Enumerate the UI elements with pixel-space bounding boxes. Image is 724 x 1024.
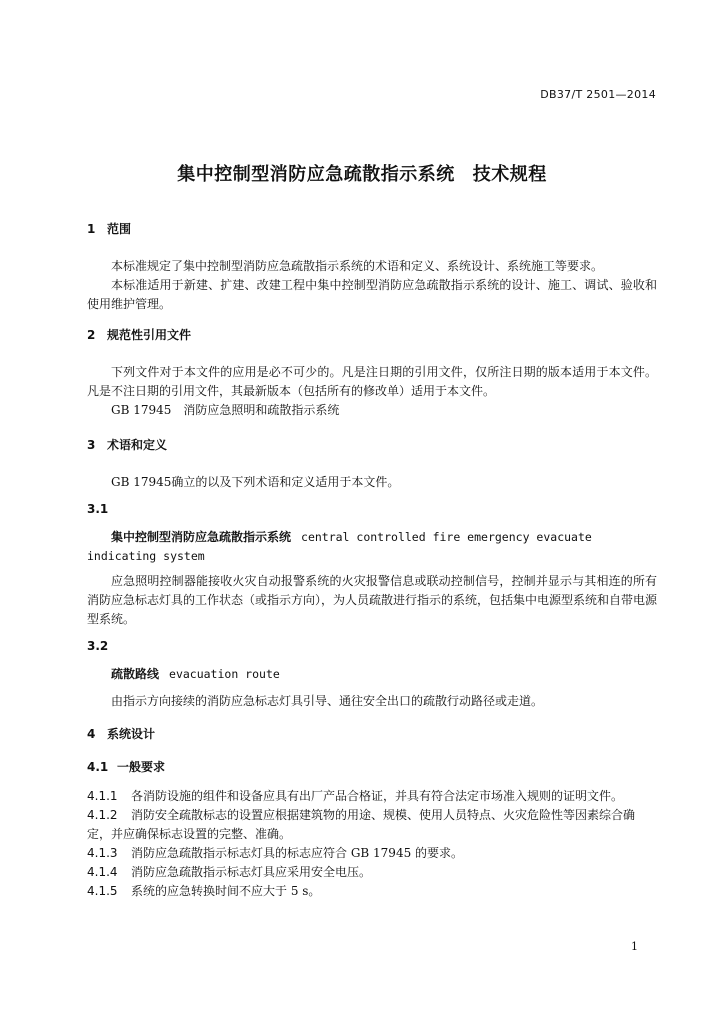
term-3-2-number: 3.2	[87, 639, 109, 653]
document-code: DB37/T 2501—2014	[540, 88, 656, 101]
section-number: 3	[87, 438, 96, 452]
section-title: 范围	[107, 222, 132, 236]
section-3-heading	[87, 436, 657, 455]
section-4-heading	[87, 725, 657, 744]
paragraph: 下列文件对于本文件的应用是必不可少的。凡是注日期的引用文件，仅所注日期的版本适用于本文件。凡是不注日期的引用文件，其最新版本（包括所有的修改单）适用于本文件。	[87, 365, 657, 398]
document-body	[87, 220, 657, 901]
title-sub: 技术规程	[472, 164, 547, 185]
clause-number: 4.1.5	[87, 884, 118, 898]
clause-item	[87, 806, 657, 844]
clause-number: 4.1.3	[87, 846, 118, 860]
section-2-heading	[87, 326, 657, 345]
normative-reference: GB 17945 消防应急照明和疏散指示系统	[111, 403, 340, 417]
term-chinese: 疏散路线	[111, 667, 160, 681]
section-title: 系统设计	[107, 727, 156, 741]
section-title: 术语和定义	[107, 438, 168, 452]
term-3-1	[87, 528, 657, 566]
clause-list	[87, 787, 657, 901]
title-main: 集中控制型消防应急疏散指示系统	[177, 164, 455, 185]
clause-item	[87, 844, 657, 863]
term-definition: 应急照明控制器能接收火灾自动报警系统的火灾报警信息或联动控制信号，控制并显示与其相连的所有消防应急标志灯具的工作状态（或指示方向），为人员疏散进行指示的系统，包括集中电源型系统和自带电源型系统。	[87, 574, 658, 626]
page-title	[0, 160, 724, 186]
clause-text: 各消防设施的组件和设备应具有出厂产品合格证，并具有符合法定市场准入规则的证明文件。	[131, 789, 624, 803]
section-number: 2	[87, 328, 96, 342]
section-number: 1	[87, 222, 96, 236]
section-number: 4	[87, 727, 96, 741]
clause-text: 消防应急疏散指示标志灯具的标志应符合 GB 17945 的要求。	[131, 846, 464, 860]
term-3-2	[87, 665, 657, 684]
subsection-title: 一般要求	[117, 760, 166, 774]
clause-number: 4.1.1	[87, 789, 118, 803]
clause-text: 消防应急疏散指示标志灯具应采用安全电压。	[131, 865, 372, 879]
clause-item	[87, 787, 657, 806]
subsection-number: 4.1	[87, 760, 109, 774]
clause-item	[87, 863, 657, 882]
section-title: 规范性引用文件	[107, 328, 192, 342]
paragraph: GB 17945确立的以及下列术语和定义适用于本文件。	[111, 475, 400, 489]
term-chinese: 集中控制型消防应急疏散指示系统	[111, 530, 292, 544]
term-3-1-number: 3.1	[87, 502, 109, 516]
page-number: 1	[631, 940, 638, 953]
clause-text: 系统的应急转换时间不应大于 5 s。	[131, 884, 321, 898]
clause-number: 4.1.2	[87, 808, 118, 822]
section-1-heading	[87, 220, 657, 239]
subsection-4-1-heading	[87, 758, 657, 777]
paragraph: 本标准规定了集中控制型消防应急疏散指示系统的术语和定义、系统设计、系统施工等要求。	[111, 259, 604, 273]
clause-item	[87, 882, 657, 901]
clause-number: 4.1.4	[87, 865, 118, 879]
term-english: central controlled fire emergency evacuate indicating system	[87, 530, 592, 563]
term-definition: 由指示方向接续的消防应急标志灯具引导、通往安全出口的疏散行动路径或走道。	[111, 694, 544, 708]
term-english: evacuation route	[169, 667, 280, 681]
paragraph: 本标准适用于新建、扩建、改建工程中集中控制型消防应急疏散指示系统的设计、施工、调试、验收和使用维护管理。	[87, 278, 657, 311]
clause-text: 消防安全疏散标志的设置应根据建筑物的用途、规模、使用人员特点、火灾危险性等因素综合确定，并应确保标志设置的完整、准确。	[87, 808, 636, 841]
